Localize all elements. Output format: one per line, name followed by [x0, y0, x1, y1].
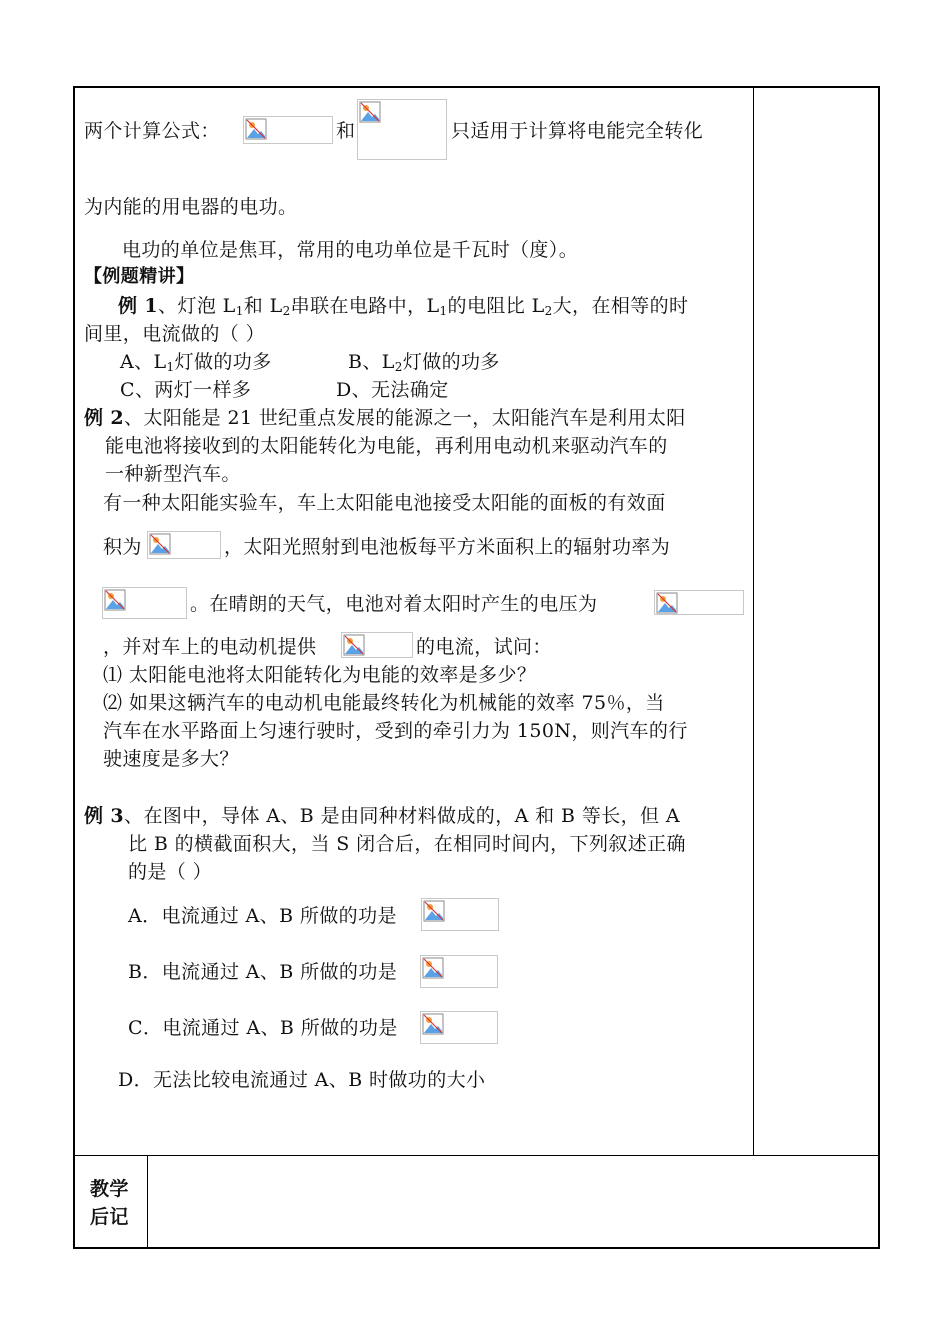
unit-line: 电功的单位是焦耳，常用的电功单位是千瓦时（度）。 [122, 239, 579, 261]
ex1-option-a: A、$L_1$灯做的功多 [120, 351, 272, 374]
footer-label-line2: 后记 [90, 1206, 129, 1228]
ex1-option-d: D、无法确定 [336, 379, 449, 401]
broken-image-icon [359, 101, 381, 123]
formula-desc-cont: 为内能的用电器的电功。 [84, 196, 298, 218]
ex2-line7-pre: ，并对车上的电动机提供 [103, 636, 317, 658]
broken-image-icon [422, 1013, 444, 1035]
broken-image-icon [245, 118, 267, 140]
formula-desc: 只适用于计算将电能完全转化 [451, 120, 704, 142]
broken-image-icon [149, 533, 171, 555]
broken-image-icon [656, 592, 678, 614]
ex3-option-d: D．无法比较电流通过 A、B 时做功的大小 [118, 1069, 486, 1091]
formula-image-1 [243, 116, 333, 144]
footer-label-line1: 教学 [90, 1178, 129, 1200]
formula-and: 和 [336, 120, 356, 142]
ex2-line2: 能电池将接收到的太阳能转化为电能，再利用电动机来驱动汽车的 [105, 435, 668, 457]
ex3-option-c-image [420, 1011, 498, 1044]
ex2-line6: 。在晴朗的天气，电池对着太阳时产生的电压为 [190, 593, 598, 615]
ex3-line3: 的是（ ） [128, 861, 213, 883]
ex2-question-2-line1: ⑵ 如果这辆汽车的电动机电能最终转化为机械能的效率 75％，当 [103, 692, 665, 714]
ex3-option-a: A．电流通过 A、B 所做的功是 [128, 905, 397, 927]
ex2-line1: 例 2、太阳能是 21 世纪重点发展的能源之一，太阳能汽车是利用太阳 [84, 407, 686, 429]
ex3-line1: 例 3、在图中，导体 A、B 是由同种材料做成的，A 和 B 等长，但 A [84, 805, 680, 827]
ex2-question-2-line3: 驶速度是多大？ [103, 748, 239, 770]
ex1-line2: 间里，电流做的（ ） [84, 323, 266, 345]
ex2-line3: 一种新型汽车。 [105, 463, 241, 485]
ex1-line1: 例 1、灯泡 $L_1$和 $L_2$串联在电路中，$L_1$的电阻比 $L_2$大，在相等的时 [118, 295, 689, 318]
ex3-option-a-image [421, 898, 499, 931]
ex2-line4: 有一种太阳能实验车，车上太阳能电池接受太阳能的面板的有效面 [103, 492, 666, 514]
ex2-question-1: ⑴ 太阳能电池将太阳能转化为电能的效率是多少？ [103, 664, 537, 686]
broken-image-icon [104, 589, 126, 611]
row-divider-footer [73, 1155, 880, 1156]
formula-intro: 两个计算公式： [84, 120, 220, 142]
ex2-line7-post: 的电流，试问： [416, 636, 552, 658]
ex3-label: 例 3 [84, 805, 125, 827]
column-divider-footer [147, 1155, 148, 1247]
voltage-image [654, 590, 744, 615]
ex3-option-b-image [420, 955, 498, 988]
ex2-question-2-line2: 汽车在水平路面上匀速行驶时，受到的牵引力为 150N，则汽车的行 [103, 720, 688, 742]
section-heading: 【例题精讲】 [84, 266, 195, 287]
ex2-line5-post: ，太阳光照射到电池板每平方米面积上的辐射功率为 [224, 536, 671, 558]
ex1-label: 例 1 [118, 295, 159, 317]
column-divider-right [753, 86, 754, 1156]
ex3-line2: 比 B 的横截面积大，当 S 闭合后，在相同时间内，下列叙述正确 [128, 833, 686, 855]
ex2-label: 例 2 [84, 407, 125, 429]
ex3-option-c: C．电流通过 A、B 所做的功是 [128, 1017, 398, 1039]
ex1-option-b: B、$L_2$灯做的功多 [348, 351, 500, 374]
area-image [147, 531, 221, 559]
ex1-option-c: C、两灯一样多 [120, 379, 252, 401]
broken-image-icon [422, 957, 444, 979]
broken-image-icon [343, 634, 365, 656]
formula-image-2 [357, 99, 447, 160]
ex2-line5-pre: 积为 [103, 536, 142, 558]
ex3-option-b: B．电流通过 A、B 所做的功是 [128, 961, 398, 983]
power-image [102, 587, 187, 619]
broken-image-icon [423, 900, 445, 922]
current-image [341, 632, 413, 658]
